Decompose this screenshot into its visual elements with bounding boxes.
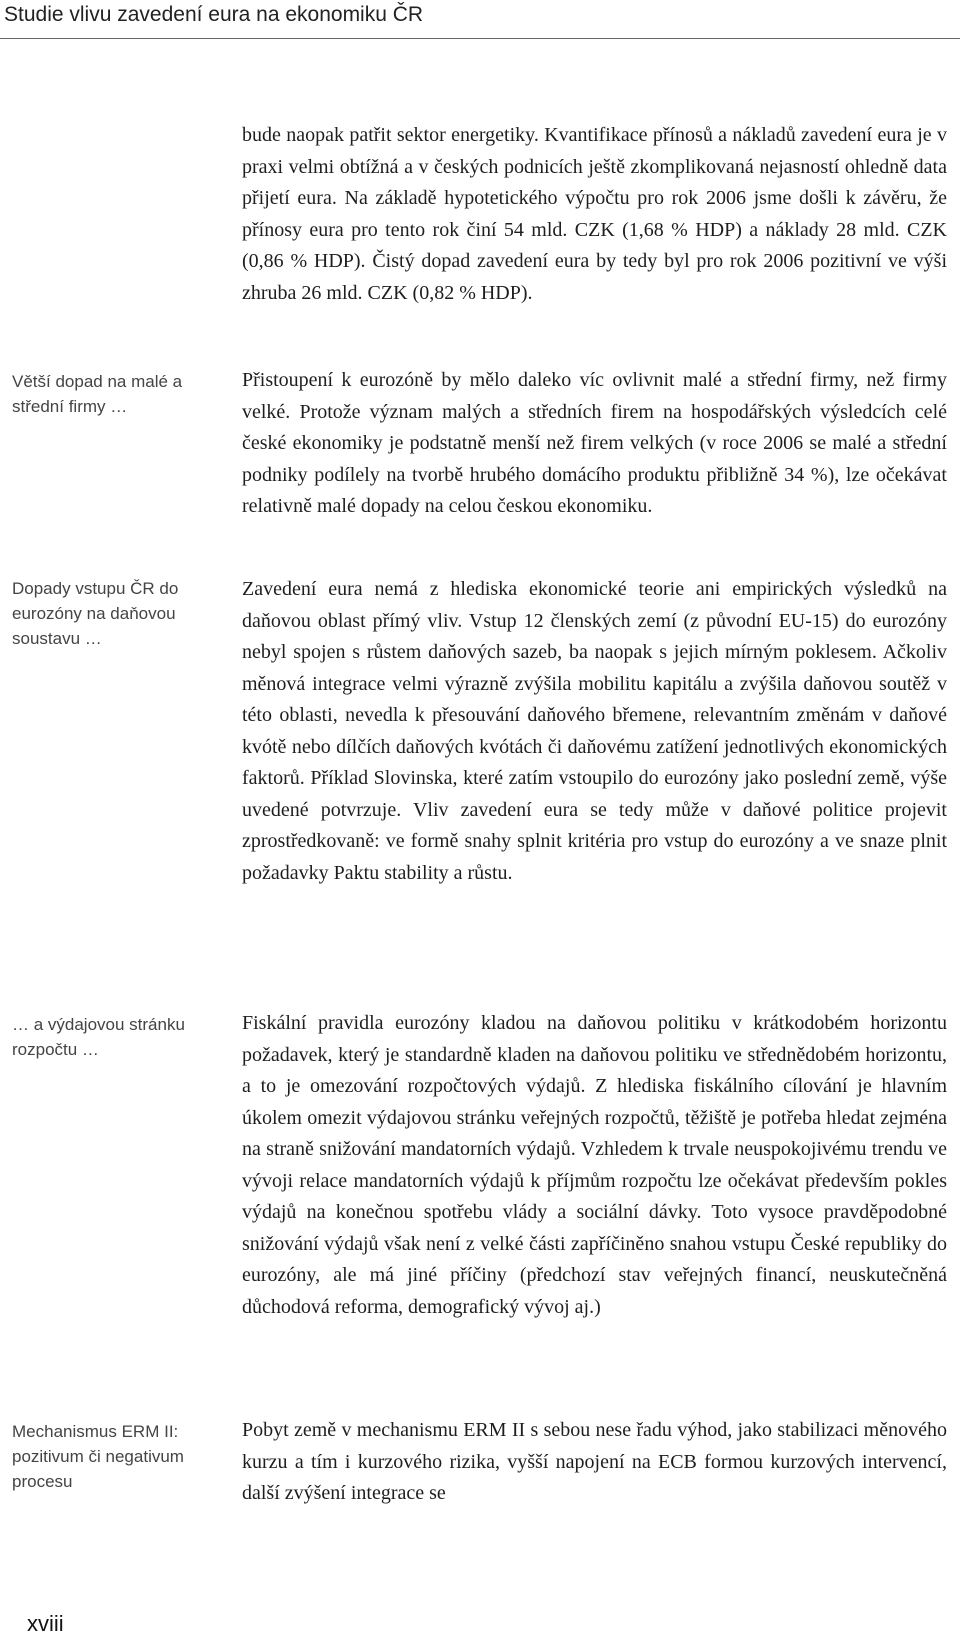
page-number: xviii	[27, 1611, 64, 1636]
margin-note-tax-system: Dopady vstupu ČR do eurozóny na daňovou soustavu …	[12, 579, 179, 648]
margin-note-budget-expenditure: … a výdajovou stránku rozpočtu …	[12, 1015, 185, 1059]
paragraph-tax-impact: Zavedení eura nemá z hlediska ekonomické teorie ani empirických výsledků na daňovou oblast přímý vliv. Vstup 12 členských zemí (z původní EU-15) do eurozóny nebyl spojen s růstem daňových sazeb, ba naopak s jejich mírným poklesem. Ačkoliv měnová integrace velmi výrazně zvýšila mobilitu kapitálu a zvýšila daňovou soutěž v této oblasti, nevedla k přesouvání daňového břemene, relevantním změnám v daňové kvótě nebo dílčích daňových kvótách či daňovému zatížení jednotlivých ekonomických faktorů. Příklad Slovinska, které zatím vstoupilo do eurozóny jako poslední země, výše uvedené potvrzuje. Vliv zavedení eura se tedy může v daňové politice projevit zprostředkovaně: ve formě snahy splnit kritéria pro vstup do eurozóny a ve snaze plnit požadavky Paktu stability a růstu.	[242, 578, 947, 884]
margin-note-small-firms: Větší dopad na malé a střední firmy …	[12, 372, 183, 416]
paragraph-euro-cost-benefit: bude naopak patřit sektor energetiky. Kvantifikace přínosů a nákladů zavedení eura je v praxi velmi obtížná a v českých podnicích ještě zkomplikovaná nejasností ohledně data přijetí eura. Na základě hypotetického výpočtu pro rok 2006 jsme došli k závěru, že přínosy eura pro tento rok činí 54 mld. CZK (1,68 % HDP) a náklady 28 mld. CZK (0,86 % HDP). Čistý dopad zavedení eura by tedy byl pro rok 2006 pozitivní ve výši zhruba 26 mld. CZK (0,82 % HDP).	[242, 124, 947, 304]
running-header	[0, 0, 960, 39]
running-header-title: Studie vlivu zavedení eura na ekonomiku ČR	[4, 3, 424, 26]
paragraph-erm-ii: Pobyt země v mechanismu ERM II s sebou nese řadu výhod, jako stabilizaci měnového kurzu a tím i kurzového rizika, vyšší napojení na ECB formou kurzových intervencí, další zvýšení integrace se	[242, 1419, 947, 1504]
paragraph-fiscal-rules: Fiskální pravidla eurozóny kladou na daňovou politiku v krátkodobém horizontu požadavek, který je standardně kladen na daňovou politiku ve střednědobém horizontu, a to je omezování rozpočtových výdajů. Z hlediska fiskálního cílování je hlavním úkolem omezit výdajovou stránku veřejných rozpočtů, těžiště je potřeba hledat zejména na straně snižování mandatorních výdajů. Vzhledem k trvale neuspokojivému trendu ve vývoji relace mandatorních výdajů k příjmům rozpočtu lze očekávat především pokles výdajů na konečnou spotřebu vlády a sociální dávky. Toto vysoce pravděpodobné snižování výdajů však není z velké části zapříčiněno snahou vstupu České republiky do eurozóny, ale má jiné příčiny (předchozí stav veřejných financí, neuskutečněná důchodová reforma, demografický vývoj aj.)	[242, 1012, 947, 1318]
margin-note-erm-ii: Mechanismus ERM II: pozitivum či negativum procesu	[12, 1422, 184, 1491]
paragraph-small-medium-firms: Přistoupení k eurozóně by mělo daleko víc ovlivnit malé a střední firmy, než firmy velké. Protože význam malých a středních firem na hospodářských výsledcích celé české ekonomiky je podstatně menší než firem velkých (v roce 2006 se malé a střední podniky podílely na tvorbě hrubého domácího produktu přibližně 34 %), lze očekávat relativně malé dopady na celou českou ekonomiku.	[242, 369, 947, 517]
